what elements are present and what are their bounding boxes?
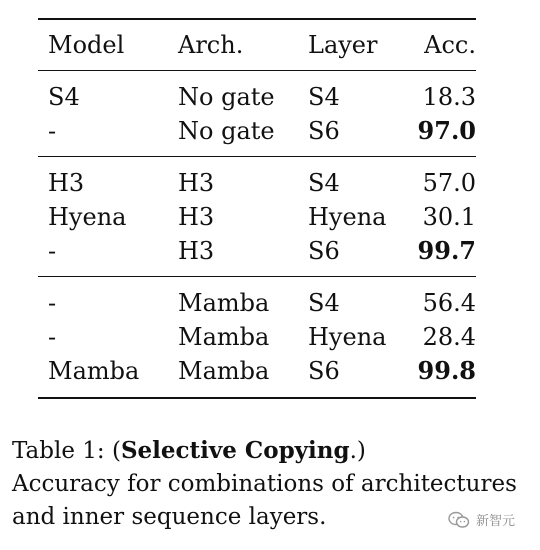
caption-prefix: Table 1: ( bbox=[12, 438, 121, 464]
cell-arch: H3 bbox=[178, 237, 215, 265]
header-row bbox=[38, 28, 476, 62]
table-row bbox=[38, 320, 476, 354]
cell-arch: H3 bbox=[178, 203, 215, 231]
header-arch: Arch. bbox=[178, 31, 244, 59]
cell-layer: Hyena bbox=[308, 323, 387, 351]
cell-acc: 18.3 bbox=[422, 83, 476, 111]
table-row bbox=[38, 286, 476, 320]
table-row bbox=[38, 200, 476, 234]
header-acc: Acc. bbox=[424, 31, 476, 59]
cell-acc-best: 99.7 bbox=[417, 236, 476, 265]
cell-model: Mamba bbox=[48, 357, 140, 385]
header-rule bbox=[38, 70, 476, 71]
wechat-icon bbox=[448, 511, 470, 529]
group-rule bbox=[38, 156, 476, 157]
cell-model: S4 bbox=[48, 83, 80, 111]
group-rule bbox=[38, 276, 476, 277]
cell-arch: H3 bbox=[178, 169, 215, 197]
cell-model: - bbox=[48, 323, 57, 351]
watermark bbox=[448, 510, 515, 529]
cell-model: H3 bbox=[48, 169, 85, 197]
cell-model: Hyena bbox=[48, 203, 127, 231]
cell-layer: S4 bbox=[308, 169, 340, 197]
table-row bbox=[38, 166, 476, 200]
caption-line-1 bbox=[12, 434, 532, 468]
cell-arch: No gate bbox=[178, 117, 275, 145]
bottom-rule bbox=[38, 397, 476, 399]
cell-layer: S6 bbox=[308, 357, 340, 385]
table-row bbox=[38, 234, 476, 268]
cell-arch: Mamba bbox=[178, 323, 270, 351]
caption-title: Selective Copying bbox=[120, 437, 350, 464]
cell-layer: S4 bbox=[308, 289, 340, 317]
cell-arch: Mamba bbox=[178, 357, 270, 385]
caption-suffix: .) bbox=[349, 438, 366, 464]
caption-line-3: and inner sequence layers. bbox=[12, 504, 327, 530]
cell-arch: No gate bbox=[178, 83, 275, 111]
cell-layer: Hyena bbox=[308, 203, 387, 231]
cell-acc-best: 99.8 bbox=[417, 356, 476, 385]
cell-acc: 30.1 bbox=[422, 203, 476, 231]
cell-model: - bbox=[48, 237, 57, 265]
caption-line-2: Accuracy for combinations of architectures bbox=[12, 471, 517, 497]
cell-acc: 56.4 bbox=[422, 289, 476, 317]
header-model: Model bbox=[48, 31, 125, 59]
cell-acc-best: 97.0 bbox=[417, 116, 476, 145]
table-row bbox=[38, 114, 476, 148]
cell-arch: Mamba bbox=[178, 289, 270, 317]
cell-acc: 28.4 bbox=[422, 323, 476, 351]
cell-acc: 57.0 bbox=[422, 169, 476, 197]
cell-model: - bbox=[48, 117, 57, 145]
cell-layer: S4 bbox=[308, 83, 340, 111]
header-layer: Layer bbox=[308, 31, 378, 59]
cell-layer: S6 bbox=[308, 117, 340, 145]
cell-layer: S6 bbox=[308, 237, 340, 265]
table-row bbox=[38, 80, 476, 114]
table-row bbox=[38, 354, 476, 388]
cell-model: - bbox=[48, 289, 57, 317]
watermark-text: 新智元 bbox=[476, 514, 516, 529]
top-rule bbox=[38, 18, 476, 20]
